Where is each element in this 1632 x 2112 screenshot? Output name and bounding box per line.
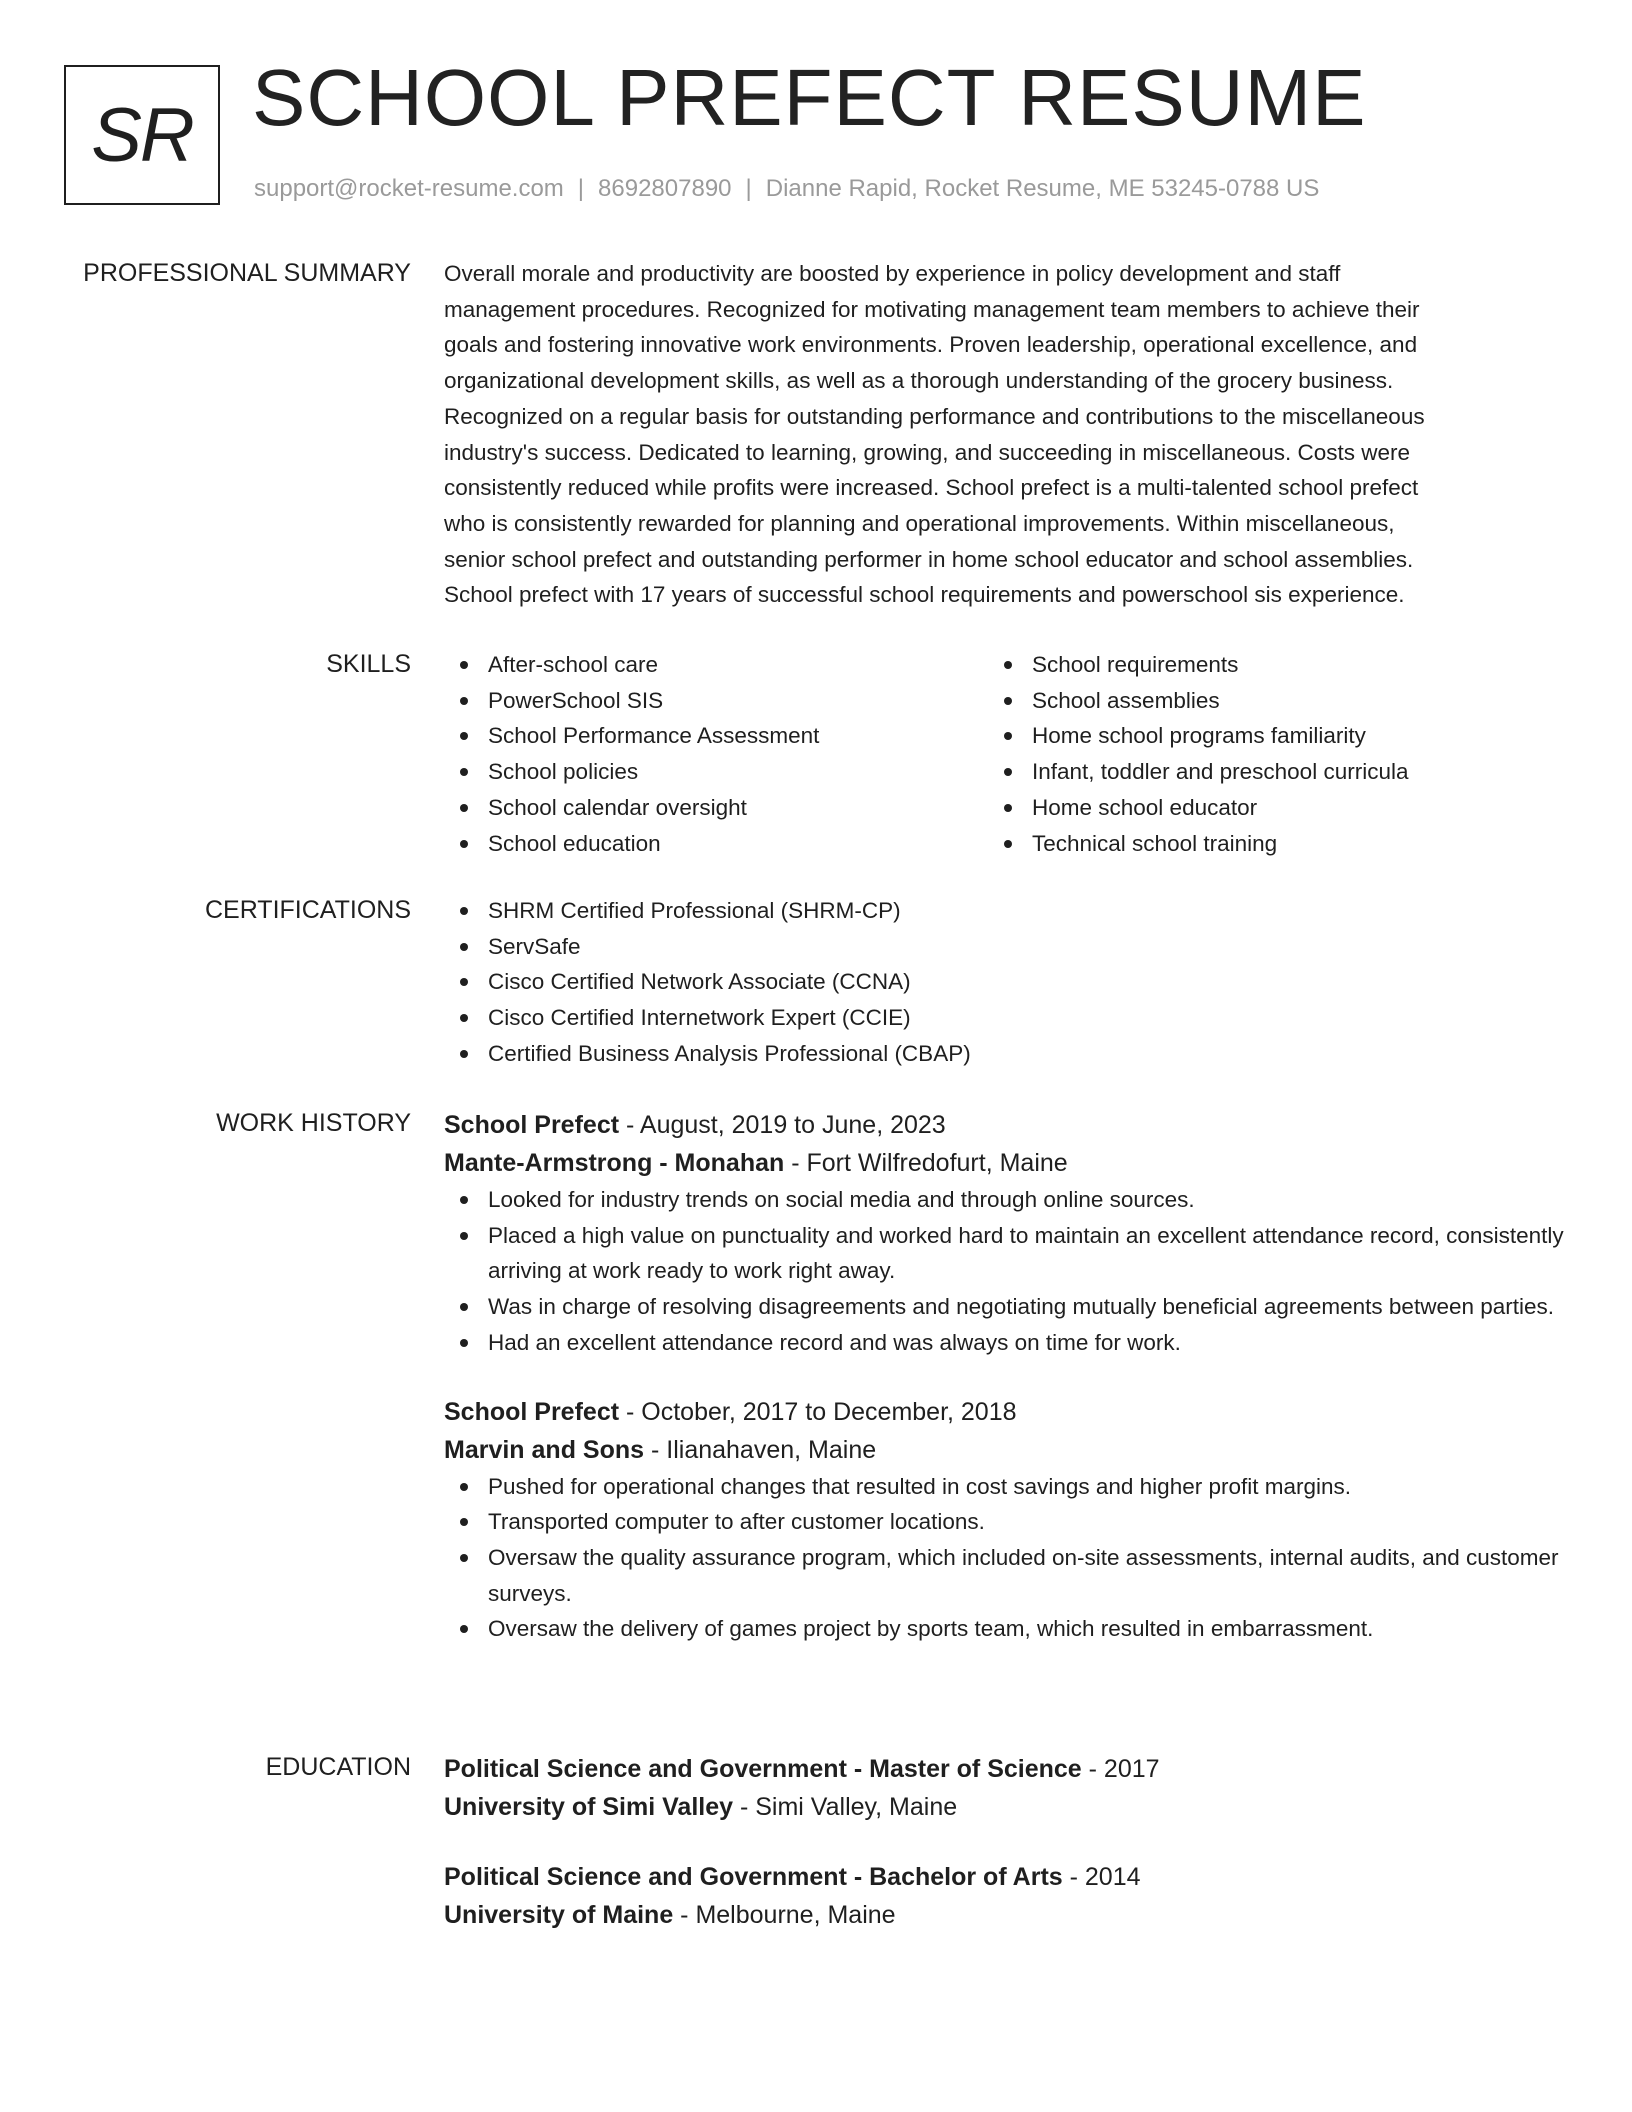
job-dates: - August, 2019 to June, 2023 <box>619 1111 946 1139</box>
degree: Political Science and Government - Master of Science <box>444 1755 1082 1783</box>
contact-info <box>254 174 1319 204</box>
page-title: SCHOOL PREFECT RESUME <box>252 53 1367 142</box>
education-body <box>444 1750 1564 1934</box>
school-line <box>444 1788 1564 1826</box>
certification-item: Cisco Certified Internetwork Expert (CCIE) <box>444 1000 1564 1036</box>
skill-item: School education <box>444 826 984 862</box>
school-name: University of Simi Valley <box>444 1793 734 1821</box>
job-title-line <box>444 1106 1564 1144</box>
skill-item: School assemblies <box>988 683 1528 719</box>
skills-column-left <box>444 647 984 861</box>
skills-column-right <box>988 647 1528 861</box>
skill-item: PowerSchool SIS <box>444 683 984 719</box>
skill-item: Infant, toddler and preschool curricula <box>988 754 1528 790</box>
summary-line: goals and fostering innovative work environments. Proven leadership, operational excellence, and <box>444 332 1418 358</box>
job-entry <box>444 1106 1564 1361</box>
job-company: Marvin and Sons <box>444 1435 645 1464</box>
job-duty: Had an excellent attendance record and was always on time for work. <box>444 1325 1564 1361</box>
job-dates: - October, 2017 to December, 2018 <box>619 1397 1017 1426</box>
separator: | <box>745 175 752 202</box>
section-label-skills: SKILLS <box>326 650 411 678</box>
contact-phone[interactable]: 8692807890 <box>598 175 732 202</box>
work-history-body <box>444 1106 1564 1647</box>
section-label-summary: PROFESSIONAL SUMMARY <box>83 259 411 287</box>
summary-line: School prefect with 17 years of successful school requirements and powerschool sis experience. <box>444 582 1405 608</box>
skill-item: After-school care <box>444 647 984 683</box>
school-location: - Melbourne, Maine <box>673 1901 896 1929</box>
certifications-list <box>444 893 1564 1072</box>
skill-item: Home school programs familiarity <box>988 718 1528 754</box>
job-company: Mante-Armstrong - Monahan <box>444 1149 785 1177</box>
degree-line <box>444 1858 1564 1896</box>
summary-line: senior school prefect and outstanding performer in home school educator and school assemblies. <box>444 546 1414 572</box>
education-entry <box>444 1750 1564 1826</box>
job-duty: Oversaw the delivery of games project by sports team, which resulted in embarrassment. <box>444 1611 1564 1647</box>
school-name: University of Maine <box>444 1901 674 1929</box>
section-label-education: EDUCATION <box>265 1753 411 1781</box>
job-title: School Prefect <box>444 1111 620 1139</box>
contact-email[interactable]: support@rocket-resume.com <box>254 175 564 202</box>
skill-item: Technical school training <box>988 826 1528 862</box>
job-title: School Prefect <box>444 1397 620 1426</box>
job-title-line <box>444 1393 1564 1431</box>
monogram-logo: SR <box>64 65 220 205</box>
degree: Political Science and Government - Bachelor of Arts <box>444 1863 1063 1891</box>
skill-item: School calendar oversight <box>444 790 984 826</box>
job-duty: Placed a high value on punctuality and worked hard to maintain an excellent attendance record, consistently arriving at work ready to work right away. <box>444 1218 1564 1289</box>
skill-item: School policies <box>444 754 984 790</box>
certification-item: Certified Business Analysis Professional (CBAP) <box>444 1036 1564 1072</box>
job-entry <box>444 1393 1564 1648</box>
skill-item: School requirements <box>988 647 1528 683</box>
school-line <box>444 1896 1564 1934</box>
contact-address: Dianne Rapid, Rocket Resume, ME 53245-0788 US <box>765 175 1320 202</box>
summary-line: who is consistently rewarded for planning and operational improvements. Within miscellaneous, <box>444 510 1395 536</box>
degree-year: - 2014 <box>1062 1863 1141 1891</box>
education-entry <box>444 1858 1564 1934</box>
summary-line: industry's success. Dedicated to learning, growing, and succeeding in miscellaneous. Costs were <box>444 439 1411 465</box>
job-duty: Looked for industry trends on social media and through online sources. <box>444 1182 1564 1218</box>
school-location: - Simi Valley, Maine <box>733 1793 958 1821</box>
certification-item: SHRM Certified Professional (SHRM-CP) <box>444 893 1564 929</box>
summary-text <box>444 256 1564 613</box>
separator: | <box>577 175 585 202</box>
section-label-certifications: CERTIFICATIONS <box>204 896 411 924</box>
degree-year: - 2017 <box>1081 1755 1160 1783</box>
skill-item: Home school educator <box>988 790 1528 826</box>
job-duties <box>444 1182 1564 1361</box>
degree-line <box>444 1750 1564 1788</box>
job-company-line <box>444 1144 1564 1182</box>
certification-item: Cisco Certified Network Associate (CCNA) <box>444 964 1564 1000</box>
summary-line: Overall morale and productivity are boosted by experience in policy development and staff <box>444 261 1341 286</box>
section-label-work-history: WORK HISTORY <box>216 1109 411 1137</box>
job-duty: Was in charge of resolving disagreements and negotiating mutually beneficial agreements between parties. <box>444 1289 1564 1325</box>
job-location: - Fort Wilfredofurt, Maine <box>784 1149 1068 1177</box>
job-location: - Ilianahaven, Maine <box>644 1435 877 1464</box>
summary-line: organizational development skills, as well as a thorough understanding of the grocery business. <box>444 368 1394 394</box>
summary-line: consistently reduced while profits were increased. School prefect is a multi-talented school prefect <box>444 475 1419 501</box>
certification-item: ServSafe <box>444 929 1564 965</box>
job-duty: Oversaw the quality assurance program, which included on-site assessments, internal audits, and customer surveys. <box>444 1540 1564 1611</box>
skill-item: School Performance Assessment <box>444 718 984 754</box>
summary-line: Recognized on a regular basis for outstanding performance and contributions to the miscellaneous <box>444 403 1425 429</box>
job-duties <box>444 1469 1564 1648</box>
job-duty: Transported computer to after customer locations. <box>444 1504 1564 1540</box>
job-duty: Pushed for operational changes that resulted in cost savings and higher profit margins. <box>444 1469 1564 1505</box>
summary-line: management procedures. Recognized for motivating management team members to achieve their <box>444 296 1420 322</box>
job-company-line <box>444 1431 1564 1469</box>
